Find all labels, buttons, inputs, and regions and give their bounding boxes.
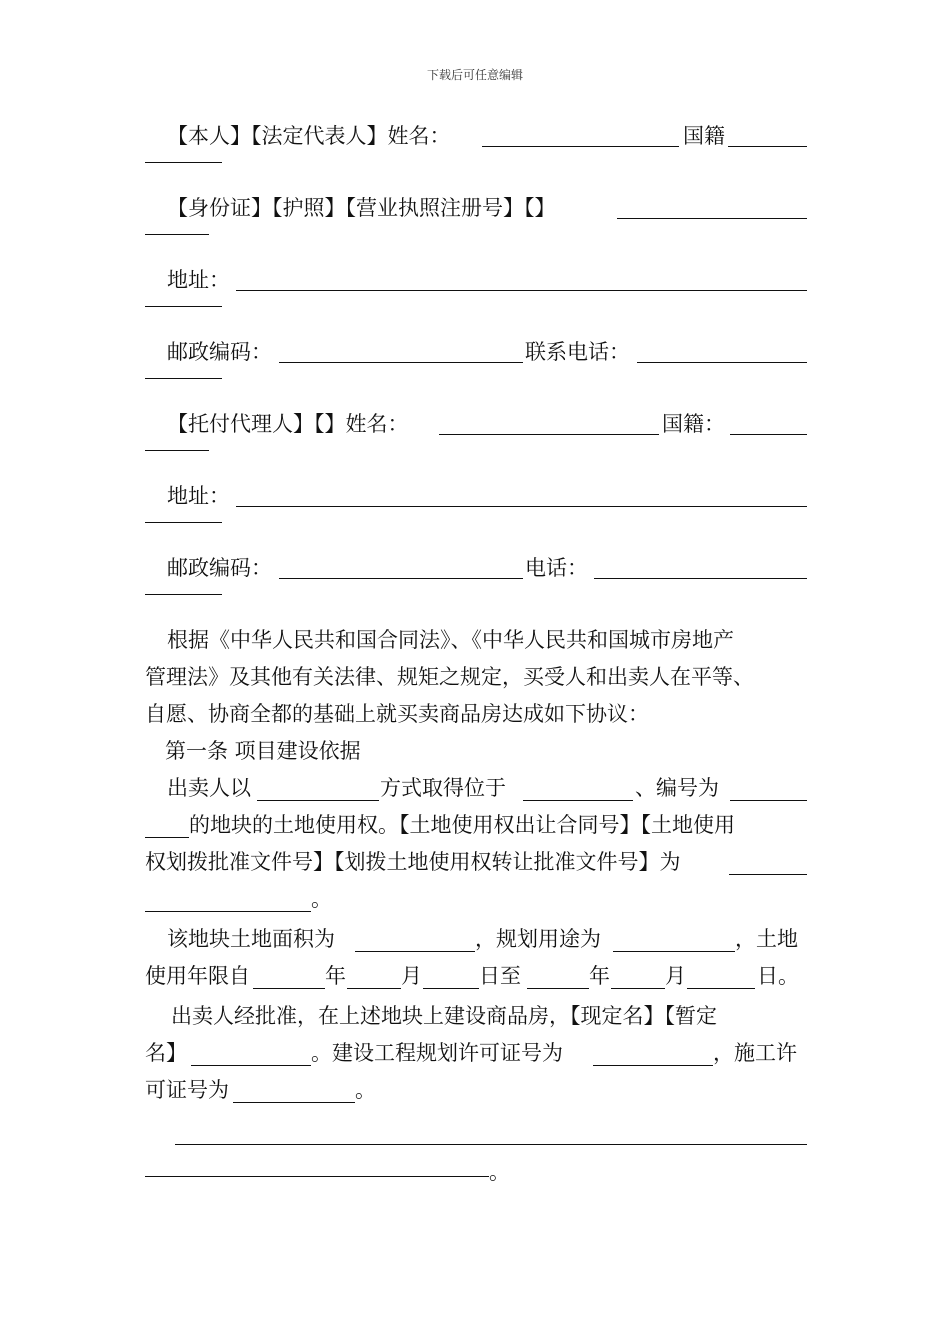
art1-p2-day-to: 日至 — [479, 964, 521, 988]
article-1-title-row — [145, 733, 807, 770]
art1-end: 。 — [489, 1160, 510, 1184]
agent-nationality-blank[interactable] — [730, 434, 807, 435]
party-nationality-blank-cont[interactable] — [145, 162, 222, 163]
art1-p2-year-2: 年 — [589, 964, 610, 988]
party-id-row — [145, 190, 807, 226]
art1-p2-row1 — [145, 921, 807, 958]
art1-p1-row1 — [145, 770, 807, 807]
acquisition-method-blank[interactable] — [257, 800, 379, 801]
party-postal-blank[interactable] — [279, 362, 523, 363]
art1-p1-row2 — [145, 807, 807, 844]
planned-use-blank[interactable] — [613, 951, 735, 952]
art1-p2-month-1: 月 — [401, 964, 422, 988]
art1-p1-a: 出卖人以 — [167, 776, 251, 800]
art1-p2-day: 日。 — [757, 964, 799, 988]
party-nationality-blank[interactable] — [728, 146, 807, 147]
art1-p2-month-2: 月 — [665, 964, 686, 988]
art1-p3-row2 — [145, 1035, 807, 1072]
location-blank[interactable] — [523, 800, 633, 801]
planning-permit-blank[interactable] — [593, 1065, 713, 1066]
art1-p3-e: 可证号为 — [145, 1078, 229, 1102]
agent-address-row — [145, 478, 807, 514]
party-id-blank[interactable] — [617, 218, 807, 219]
art1-p3-a: 出卖人经批准，在上述地块上建设商品房，【现定名】【暂定 — [171, 1004, 717, 1028]
party-address-blank-cont[interactable] — [145, 306, 222, 307]
end-year-blank[interactable] — [527, 988, 589, 989]
art1-p2-c: ，土地 — [735, 927, 798, 951]
art1-p2-d: 使用年限自 — [145, 964, 250, 988]
end-day-blank[interactable] — [687, 988, 755, 989]
art1-p3-b: 名】 — [145, 1041, 187, 1065]
art1-p1-d: 的地块的土地使用权。【土地使用权出让合同号】【土地使用 — [189, 813, 735, 837]
party-phone-label: 联系电话： — [525, 340, 630, 364]
party-id-blank-cont[interactable] — [145, 234, 209, 235]
art1-p2-year-1: 年 — [325, 964, 346, 988]
agent-address-blank[interactable] — [236, 506, 807, 507]
agent-phone-label: 电话： — [525, 556, 588, 580]
agent-name-row — [145, 406, 807, 442]
land-document-number-blank-cont[interactable] — [145, 911, 311, 912]
start-year-blank[interactable] — [253, 988, 325, 989]
art1-p1-row3 — [145, 844, 807, 881]
art1-p2-a: 该地块土地面积为 — [167, 927, 335, 951]
party-nationality-label: 国籍 — [683, 124, 725, 148]
preamble-line-1: 根据《中华人民共和国合同法》、《中华人民共和国城市房地产 — [167, 628, 734, 652]
start-month-blank[interactable] — [347, 988, 401, 989]
art1-p3-row3 — [145, 1072, 807, 1109]
agent-nationality-label: 国籍： — [662, 412, 725, 436]
agent-phone-blank[interactable] — [594, 578, 807, 579]
party-id-label: 【身份证】【护照】【营业执照注册号】【】 — [167, 196, 556, 220]
parcel-number-blank[interactable] — [730, 800, 807, 801]
contract-page — [145, 118, 807, 1193]
parcel-number-blank-cont[interactable] — [145, 837, 189, 838]
agent-postal-label: 邮政编码： — [167, 556, 272, 580]
art1-p2-b: ，规划用途为 — [475, 927, 601, 951]
art1-p3-f: 。 — [355, 1078, 376, 1102]
art1-p3-row1 — [145, 998, 807, 1035]
party-name-row — [145, 118, 807, 154]
preamble — [145, 622, 807, 733]
art1-p2-row2 — [145, 958, 807, 998]
party-address-label: 地址： — [167, 268, 230, 292]
party-address-blank[interactable] — [236, 290, 807, 291]
agent-phone-blank-cont[interactable] — [145, 594, 222, 595]
art1-p1-row4 — [145, 881, 807, 921]
art1-p1-e: 权划拨批准文件号】【划拨土地使用权转让批准文件号】为 — [145, 850, 681, 874]
agent-nationality-blank-cont[interactable] — [145, 450, 209, 451]
agent-name-blank[interactable] — [439, 434, 659, 435]
party-postal-row — [145, 334, 807, 370]
preamble-line-3: 自愿、协商全都的基础上就买卖商品房达成如下协议： — [145, 702, 649, 726]
party-phone-blank[interactable] — [637, 362, 807, 363]
agent-name-label: 【托付代理人】【】姓名： — [167, 412, 409, 436]
end-month-blank[interactable] — [611, 988, 665, 989]
party-address-row — [145, 262, 807, 298]
party-name-label: 【本人】【法定代表人】姓名： — [167, 124, 451, 148]
party-name-blank[interactable] — [482, 146, 679, 147]
art1-extra-row1 — [145, 1119, 807, 1156]
party-postal-label: 邮政编码： — [167, 340, 272, 364]
agent-address-blank-cont[interactable] — [145, 522, 222, 523]
party-phone-blank-cont[interactable] — [145, 378, 222, 379]
art1-p3-c: 。建设工程规划许可证号为 — [311, 1041, 563, 1065]
agent-postal-blank[interactable] — [279, 578, 523, 579]
agent-postal-row — [145, 550, 807, 586]
land-document-number-blank[interactable] — [729, 874, 807, 875]
preamble-line-2: 管理法》及其他有关法律、规矩之规定，买受人和出卖人在平等、 — [145, 665, 754, 689]
additional-info-blank-cont[interactable] — [145, 1176, 489, 1177]
project-name-blank[interactable] — [191, 1065, 311, 1066]
land-area-blank[interactable] — [355, 951, 475, 952]
start-day-blank[interactable] — [423, 988, 479, 989]
agent-address-label: 地址： — [167, 484, 230, 508]
page-header: 下载后可任意编辑 — [426, 68, 523, 82]
art1-p1-f: 。 — [311, 887, 332, 911]
art1-p3-d: ，施工许 — [713, 1041, 797, 1065]
additional-info-blank[interactable] — [175, 1144, 807, 1145]
article-1-title: 第一条 项目建设依据 — [165, 739, 361, 763]
art1-p1-b: 方式取得位于 — [380, 776, 506, 800]
art1-extra-row2 — [145, 1156, 807, 1193]
construction-permit-blank[interactable] — [233, 1102, 355, 1103]
art1-p1-c: 、编号为 — [635, 776, 719, 800]
